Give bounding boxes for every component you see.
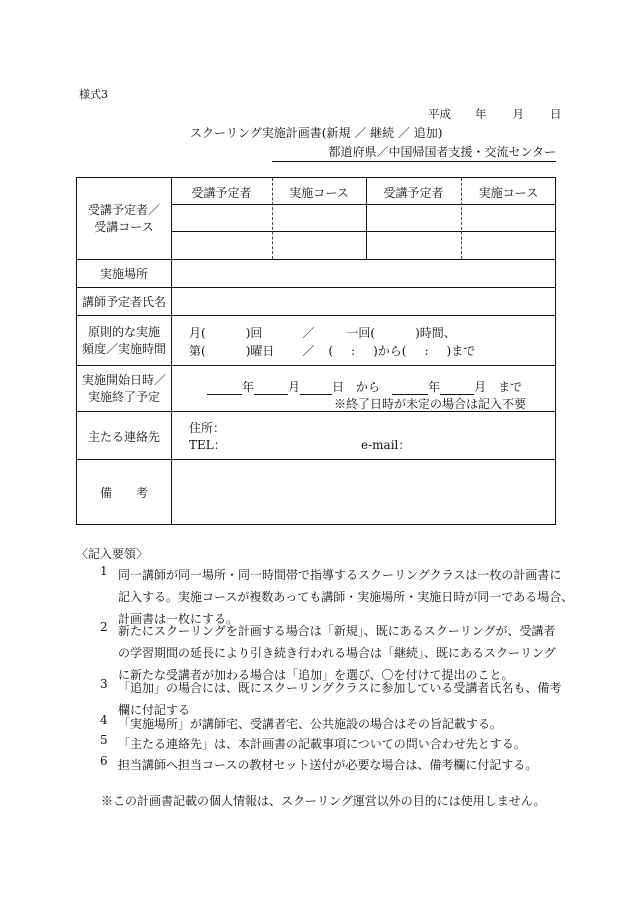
col-header-student-2: 受講予定者	[383, 186, 444, 200]
row-label-contact: 主たる連絡先	[87, 430, 160, 444]
course-2-field-2[interactable]	[462, 232, 556, 259]
student-1-field-1[interactable]	[172, 205, 272, 231]
row-label-frequency: 原則的な実施 頻度／実施時間	[81, 325, 166, 356]
course-2-field-1[interactable]	[462, 205, 556, 231]
frequency-line-2[interactable]: 第( )曜日 ／ ( : )から( : )まで	[189, 344, 476, 358]
frequency-line-1[interactable]: 月( )回 ／ 一回( )時間、	[189, 326, 456, 340]
document-title: スクーリング実施計画書(新規 ／ 継続 ／ 追加)	[190, 126, 443, 140]
contact-address-label: 住所：	[189, 421, 226, 435]
remarks-field[interactable]	[173, 460, 556, 524]
issuer-line: 都道府県／中国帰国者支援・交流センター	[272, 143, 556, 162]
period-note: ※終了日時が未定の場合は記入不要	[334, 397, 527, 411]
date-line	[428, 106, 562, 122]
row-label-instructor: 講師予定者氏名	[81, 295, 166, 309]
form-number: 様式3	[79, 88, 108, 101]
date-day-label: 日	[550, 107, 562, 121]
col-header-student-1: 受講予定者	[191, 186, 252, 200]
date-month-label: 月	[512, 107, 524, 121]
row-label-place: 実施場所	[99, 267, 148, 281]
plan-form-table	[76, 177, 556, 525]
period-line[interactable]: 年 月 日 から 年 月 まで	[207, 378, 522, 395]
privacy-note: ※この計画書記載の個人情報は、スクーリング運営以外の目的には使用しません。	[101, 794, 546, 808]
place-field[interactable]	[173, 260, 556, 287]
col-header-course-2: 実施コース	[478, 186, 539, 200]
col-header-course-1: 実施コース	[289, 186, 349, 200]
date-era: 平成	[428, 107, 451, 121]
row-label-period: 実施開始日時／ 実施終了予定	[81, 373, 166, 404]
instructions-heading: 〈記入要領〉	[76, 547, 149, 561]
instructor-field[interactable]	[173, 288, 556, 315]
date-year-label: 年	[475, 107, 487, 121]
student-1-field-2[interactable]	[172, 232, 272, 259]
student-2-field-2[interactable]	[367, 232, 461, 259]
contact-tel-label: TEL：	[189, 438, 226, 452]
course-1-field-2[interactable]	[273, 232, 366, 259]
row-label-students: 受講予定者／ 受講コース	[87, 203, 160, 234]
course-1-field-1[interactable]	[273, 205, 366, 231]
student-2-field-1[interactable]	[367, 205, 461, 231]
row-label-remarks: 備 考	[99, 486, 148, 500]
contact-email-label: e-mail：	[361, 438, 411, 452]
